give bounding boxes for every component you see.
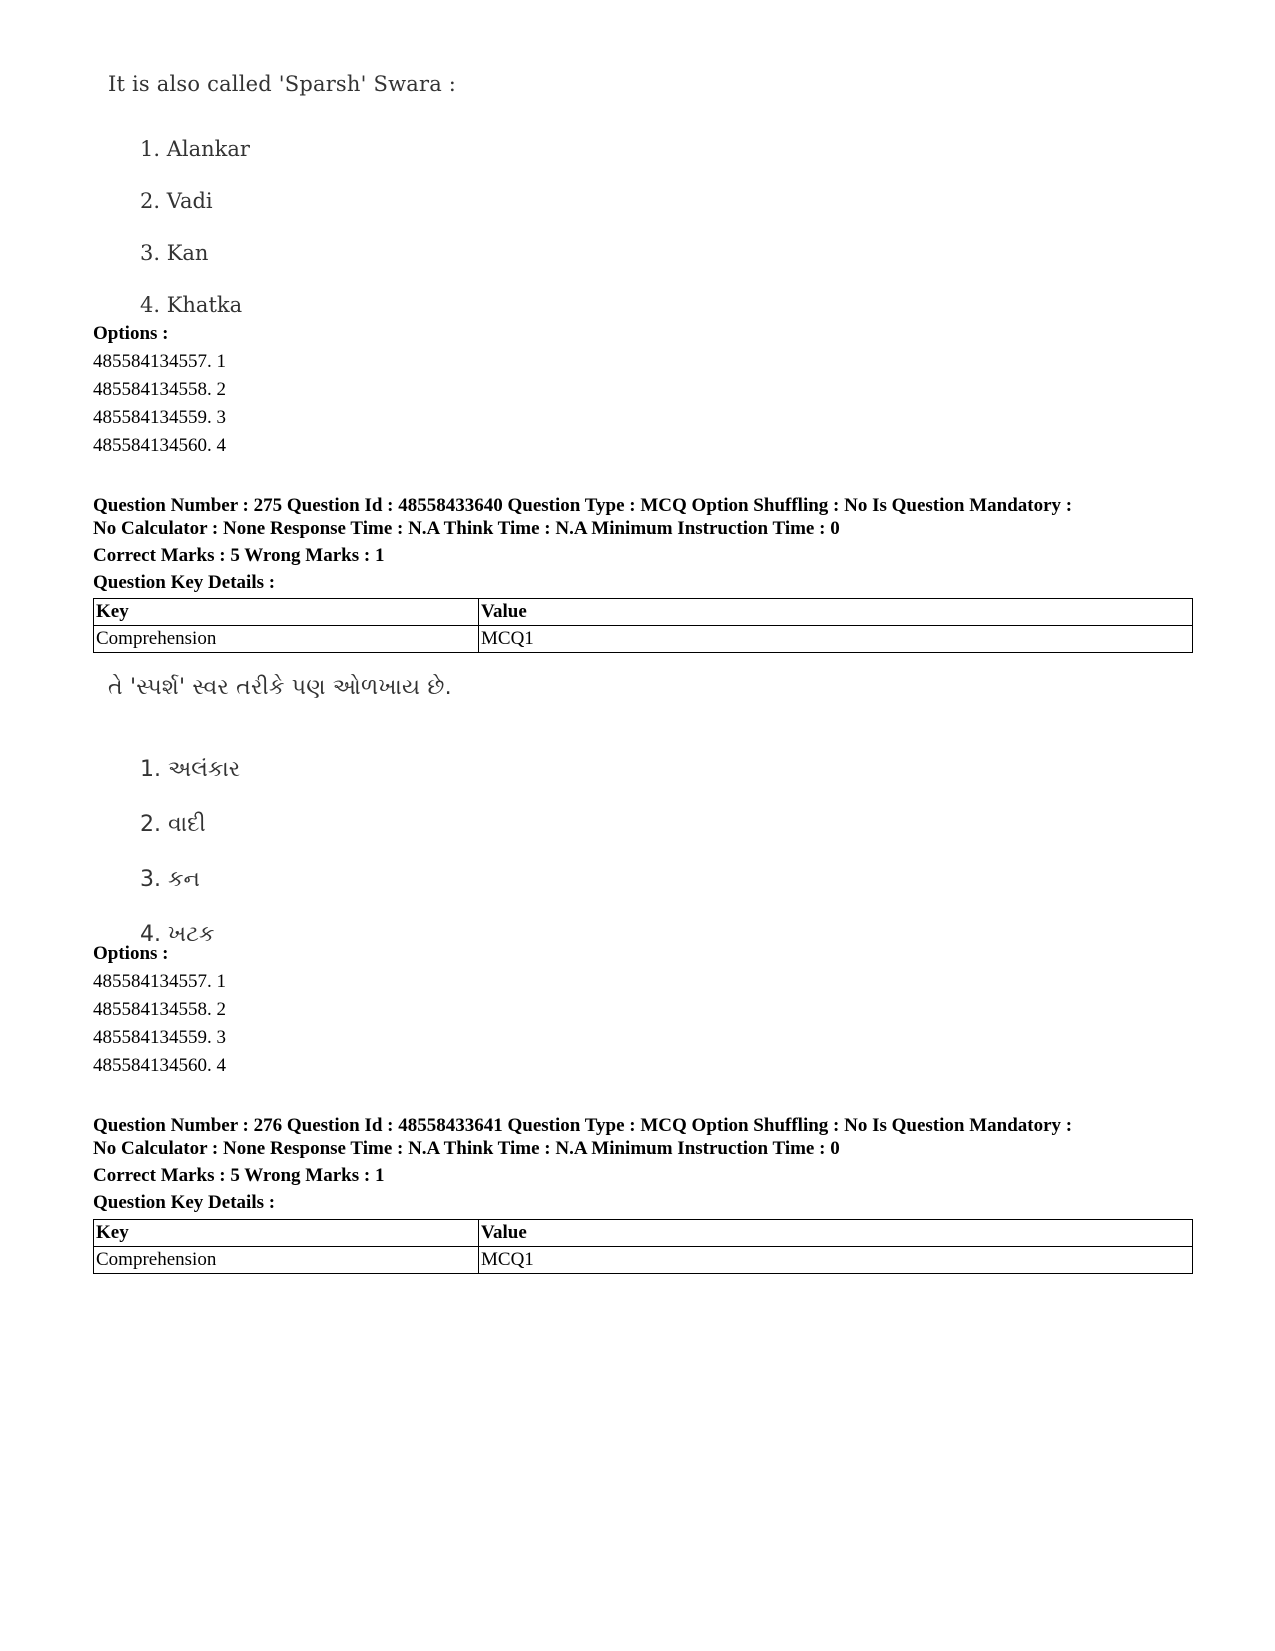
- value-cell: MCQ1: [479, 626, 1193, 653]
- value-header: Value: [479, 599, 1193, 626]
- key-header: Key: [94, 1220, 479, 1247]
- choice-item: 1. Alankar: [140, 137, 250, 161]
- marks-line: Correct Marks : 5 Wrong Marks : 1: [93, 545, 385, 566]
- question-stem: It is also called 'Sparsh' Swara :: [108, 72, 457, 96]
- marks-line: Correct Marks : 5 Wrong Marks : 1: [93, 1165, 385, 1186]
- choice-item: 3. કન: [140, 867, 200, 892]
- table-header-row: [94, 1220, 1193, 1247]
- choice-item: 4. Khatka: [140, 293, 243, 317]
- choice-item: 2. Vadi: [140, 189, 213, 213]
- option-item: 485584134560. 4: [93, 435, 226, 456]
- key-cell: Comprehension: [94, 1247, 479, 1274]
- options-list: [93, 968, 226, 1080]
- table-header-row: [94, 599, 1193, 626]
- question-meta: [93, 1114, 1072, 1214]
- key-header: Key: [94, 599, 479, 626]
- option-item: 485584134557. 1: [93, 351, 226, 372]
- question-meta-line-1: Question Number : 276 Question Id : 48558433641 Question Type : MCQ Option Shuffling : No Is Question Mandatory :: [93, 1115, 1073, 1136]
- table-row: [94, 626, 1193, 653]
- choice-item: 4. ખટક: [140, 922, 215, 947]
- option-item: 485584134559. 3: [93, 407, 226, 428]
- key-details-table: [93, 1219, 1193, 1274]
- table-row: [94, 1247, 1193, 1274]
- options-section: [93, 940, 226, 1080]
- value-header: Value: [479, 1220, 1193, 1247]
- options-list: [93, 348, 226, 460]
- options-label: Options :: [93, 943, 169, 964]
- question-stem: તે 'સ્પર્શ' સ્વર તરીકે પણ ઓળખાય છે.: [108, 675, 452, 700]
- value-cell: MCQ1: [479, 1247, 1193, 1274]
- question-image-gujarati: [108, 675, 452, 947]
- question-meta-line-2: No Calculator : None Response Time : N.A Think Time : N.A Minimum Instruction Time : 0: [93, 1138, 840, 1159]
- key-details-label: Question Key Details :: [93, 572, 276, 593]
- choice-item: 3. Kan: [140, 241, 209, 265]
- key-cell: Comprehension: [94, 626, 479, 653]
- option-item: 485584134557. 1: [93, 971, 226, 992]
- choice-item: 2. વાદી: [140, 812, 206, 837]
- key-details-label: Question Key Details :: [93, 1192, 276, 1213]
- option-item: 485584134559. 3: [93, 1027, 226, 1048]
- key-details-table: [93, 598, 1193, 653]
- option-item: 485584134558. 2: [93, 379, 226, 400]
- question-meta-line-1: Question Number : 275 Question Id : 48558433640 Question Type : MCQ Option Shuffling : No Is Question Mandatory :: [93, 495, 1073, 516]
- choice-item: 1. અલંકાર: [140, 757, 241, 782]
- option-item: 485584134560. 4: [93, 1055, 226, 1076]
- options-section: [93, 320, 226, 460]
- question-meta: [93, 494, 1072, 594]
- options-label: Options :: [93, 323, 169, 344]
- option-item: 485584134558. 2: [93, 999, 226, 1020]
- question-image-english: [108, 72, 457, 317]
- question-meta-line-2: No Calculator : None Response Time : N.A Think Time : N.A Minimum Instruction Time : 0: [93, 518, 840, 539]
